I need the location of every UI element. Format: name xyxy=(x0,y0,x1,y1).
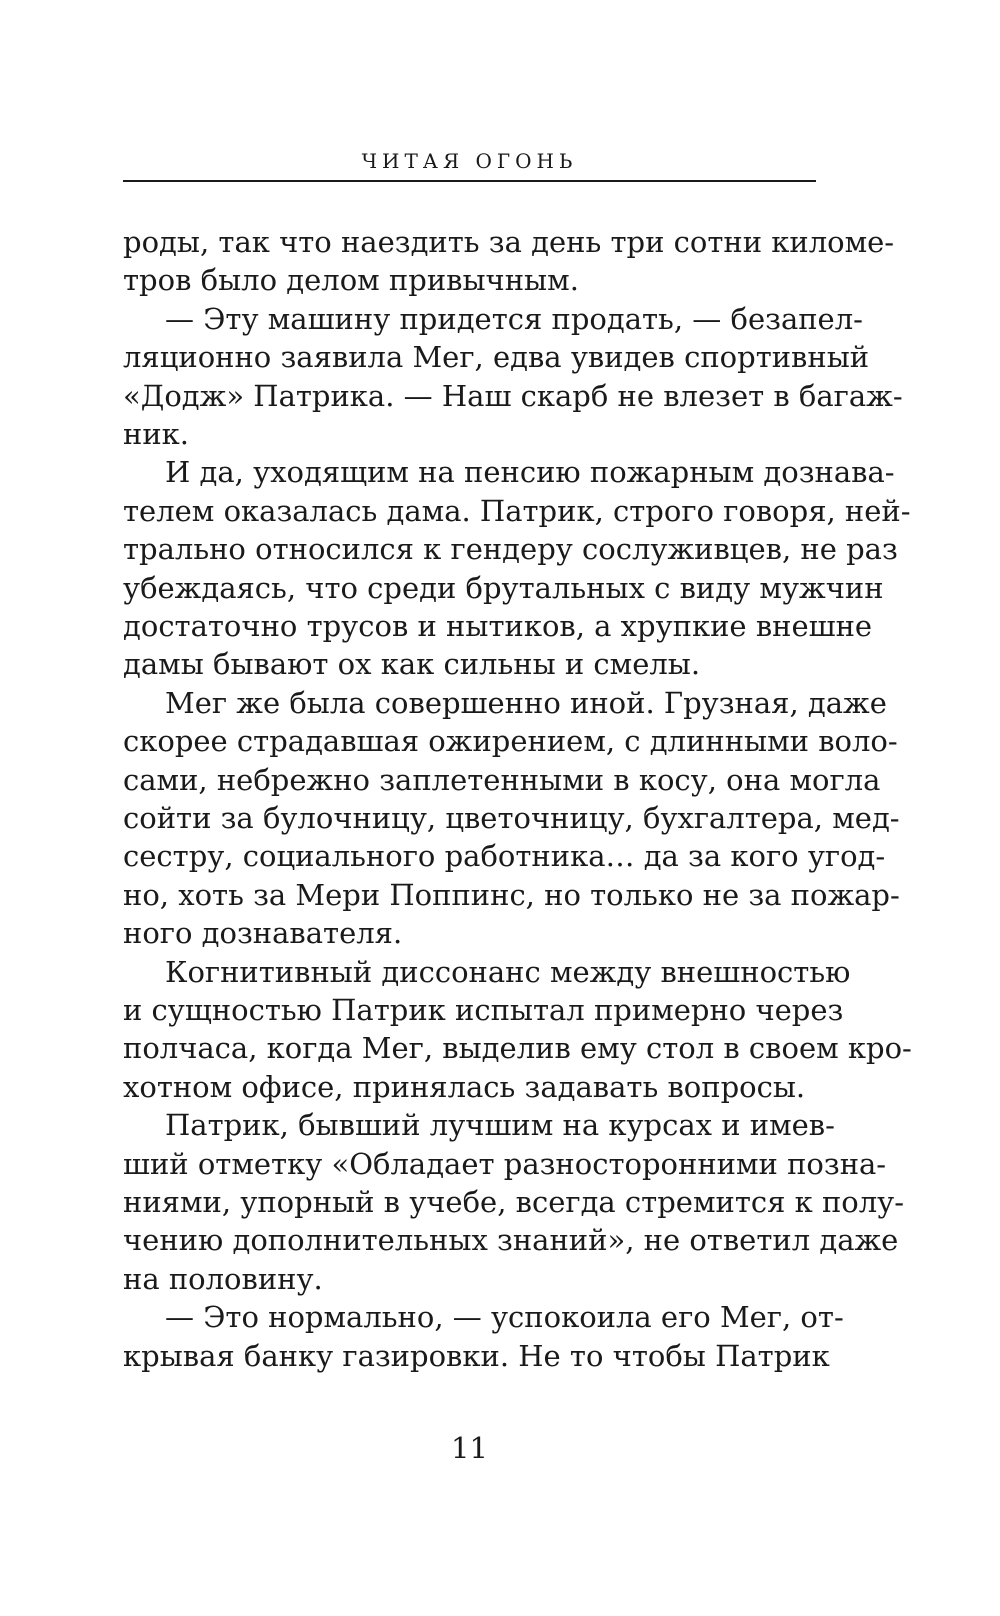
text-line: сами, небрежно заплетенными в косу, она могла xyxy=(123,762,881,797)
text-line: — Эту машину придется продать, — безапел- xyxy=(165,301,863,336)
text-line: убеждаясь, что среди брутальных с виду мужчин xyxy=(123,570,884,605)
running-head-title: ЧИТАЯ ОГОНЬ xyxy=(361,149,578,173)
text-line: Мег же была совершенно иной. Грузная, даже xyxy=(165,685,887,720)
text-line: и сущностью Патрик испытал примерно через xyxy=(123,993,844,1027)
text-line: но, хоть за Мери Поппинс, но только не за пожар- xyxy=(123,877,900,912)
text-line: Патрик, бывший лучшим на курсах и имев- xyxy=(165,1108,835,1143)
text-line: достаточно трусов и нытиков, а хрупкие внешне xyxy=(123,609,873,643)
text-line: чению дополнительных знаний», не ответил даже xyxy=(123,1223,899,1258)
text-line: И да, уходящим на пенсию пожарным дознава- xyxy=(165,455,895,490)
text-line: ший отметку «Обладает разносторонними позна- xyxy=(123,1146,887,1181)
text-line: на половину. xyxy=(123,1261,323,1296)
text-line: дамы бывают ох как сильны и смелы. xyxy=(123,647,701,682)
text-line: скорее страдавшая ожирением, с длинными воло- xyxy=(123,724,898,759)
text-line: — Это нормально, — успокоила его Мег, от- xyxy=(165,1300,844,1335)
text-line: ниями, упорный в учебе, всегда стремится к полу- xyxy=(123,1185,905,1219)
text-line: сестру, социального работника… да за кого угод- xyxy=(123,839,886,874)
text-line: ного дознавателя. xyxy=(123,916,403,951)
text-line: полчаса, когда Мег, выделив ему стол в своем кро- xyxy=(123,1031,912,1066)
text-line: хотном офисе, принялась задавать вопросы. xyxy=(123,1069,806,1104)
text-line: сойти за булочницу, цветочницу, бухгалтера, мед- xyxy=(123,801,900,835)
text-line: роды, так что наездить за день три сотни киломе- xyxy=(123,225,895,259)
text-line: ляционно заявила Мег, едва увидев спортивный xyxy=(123,340,870,375)
text-line: «Додж» Патрика. — Наш скарб не влезет в багаж- xyxy=(123,378,903,413)
text-line: тров было делом привычным. xyxy=(123,263,579,298)
text-line: крывая банку газировки. Не то чтобы Патрик xyxy=(123,1338,830,1373)
text-line: телем оказалась дама. Патрик, строго говоря, ней- xyxy=(123,493,911,528)
text-line: трально относился к гендеру сослуживцев, не раз xyxy=(123,532,898,567)
text-line: Когнитивный диссонанс между внешностью xyxy=(165,954,851,989)
page-number: 11 xyxy=(451,1431,488,1465)
text-line: ник. xyxy=(123,417,190,451)
header-rule xyxy=(123,180,816,182)
